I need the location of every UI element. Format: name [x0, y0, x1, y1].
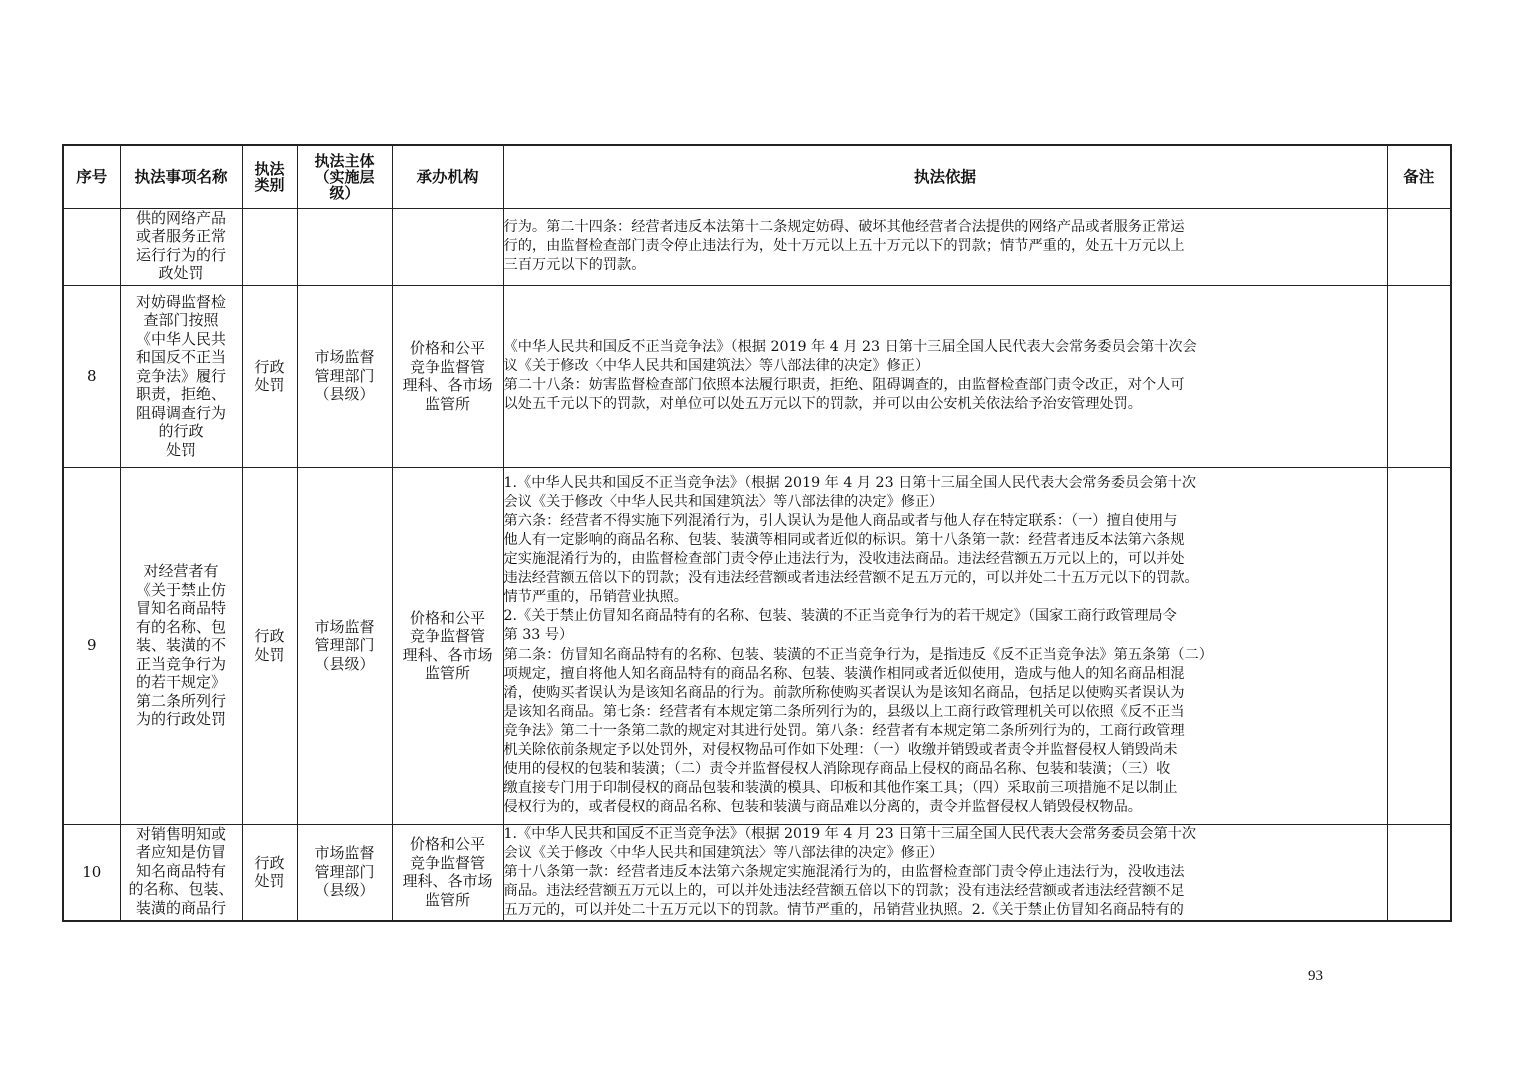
row-agency-line: 监管所 [424, 664, 470, 682]
table-row [63, 467, 1451, 824]
row-subject [297, 824, 392, 921]
row-agency [392, 285, 503, 467]
row-item-name-line: 和国反不正当 [135, 348, 226, 367]
row-basis-line: 行的，由监督检查部门责令停止违法行为，处十万元以上五十万元以下的罚款；情节严重的，处五十万元以上 [503, 237, 1185, 254]
row-basis-line: 第六条：经营者不得实施下列混淆行为，引人误认为是他人商品或者与他人存在特定联系：（一）擅自使用与 [503, 512, 1178, 529]
row-subject-line: 管理部门 [314, 862, 375, 881]
row-basis-line: 使用的侵权的包装和装潢；（二）责令并监督侵权人消除现存商品上侵权的商品名称、包装和装潢；（三）收 [503, 761, 1171, 778]
row-basis-line: 第 33 号） [503, 627, 574, 644]
row-item-name-line: 冒知名商品特 [135, 599, 226, 618]
row-remarks [1387, 285, 1451, 467]
row-item-name-line: 职责，拒绝、 [135, 385, 226, 404]
row-item-name-line: 对经营者有 [143, 562, 219, 581]
row-item-name-line: 者应知是仿冒 [135, 843, 226, 861]
row-basis-line: 第十八条第一款：经营者违反本法第六条规定实施混淆行为的，由监督检查部门责令停止违法行为，没收违法 [503, 863, 1185, 880]
row-item-name-line: 知名商品特有 [135, 861, 226, 880]
row-basis-line: 行为。第二十四条：经营者违反本法第十二条规定妨碍、破坏其他经营者合法提供的网络产品或者服务正常运 [503, 218, 1185, 235]
row-item-name-line: 阻碍调查行为 [135, 403, 226, 422]
row-item-name-line: 对销售明知或 [135, 824, 226, 843]
row-item-name-line: 的名称、包装、 [128, 880, 234, 898]
row-agency-line: 监管所 [424, 890, 470, 909]
table-row [63, 208, 1451, 285]
row-basis [503, 285, 1387, 467]
header-remarks: 备注 [1387, 145, 1451, 208]
row-item-name-line: 供的网络产品 [135, 208, 226, 227]
row-basis-line: 以处五千元以下的罚款，对单位可以处五万元以下的罚款，并可以由公安机关依法给予治安管理处罚。 [503, 396, 1142, 413]
row-item-name-line: 装潢的商品行 [135, 898, 226, 917]
row-basis [503, 208, 1387, 285]
row-category [242, 824, 297, 921]
row-agency-line: 价格和公平 [409, 339, 485, 357]
row-item-name-line: 竞争法》履行 [135, 366, 226, 385]
row-agency-line: 竞争监督管 [409, 357, 485, 376]
row-basis-line: 会议《关于修改〈中华人民共和国建筑法〉等八部法律的决定》修正） [503, 844, 944, 861]
table-row [63, 285, 1451, 467]
row-agency-line: 价格和公平 [409, 608, 485, 627]
row-category-line: 处罚 [254, 872, 285, 891]
row-basis-line: 他人有一定影响的商品名称、包装、装潢等相同或者近似的标识。第十八条第一款：经营者违反本法第六条规 [503, 531, 1185, 548]
header-item-name: 执法事项名称 [120, 145, 242, 208]
row-seq: 10 [63, 824, 120, 921]
row-item-name-line: 为的行政处罚 [135, 710, 226, 729]
row-basis-line: 违法经营额五倍以下的罚款；没有违法经营额或者违法经营额不足五万元的，可以并处二十五万元以下的罚款。 [503, 570, 1199, 587]
page-number: 93 [1308, 968, 1323, 984]
row-agency-line: 竞争监督管 [409, 627, 485, 645]
row-seq: 9 [63, 467, 120, 824]
row-basis-line: 淆，使购买者误认为是该知名商品的行为。前款所称使购买者误认为是该知名商品，包括足以使购买者误认为 [503, 684, 1185, 701]
row-category-line: 处罚 [254, 645, 285, 664]
row-category-line: 行政 [254, 627, 285, 645]
row-basis-line: 缴直接专门用于印制侵权的商品包装和装潢的模具、印板和其他作案工具；（四）采取前三项措施不足以制止 [503, 780, 1178, 797]
row-category-line: 处罚 [254, 376, 285, 394]
row-item-name-line: 的行政 [158, 422, 204, 441]
row-category [242, 208, 297, 285]
table-row [63, 824, 1451, 921]
row-basis [503, 824, 1387, 921]
row-basis-line: 三百万元以下的罚款。 [503, 257, 646, 274]
header-subject: 执法主体（实施层级） [297, 145, 392, 208]
row-remarks [1387, 467, 1451, 824]
row-basis-line: 项规定，擅自将他人知名商品特有的商品名称、包装、装潢作相同或者近似使用，造成与他人的知名商品相混 [503, 665, 1185, 682]
row-basis-line: 是该知名商品。第七条：经营者有本规定第二条所列行为的，县级以上工商行政管理机关可以依照《反不正当 [503, 703, 1185, 720]
row-subject-line: 管理部门 [314, 366, 375, 385]
row-remarks [1387, 824, 1451, 921]
row-item-name [120, 824, 242, 921]
row-agency-line: 价格和公平 [409, 835, 485, 854]
row-category [242, 285, 297, 467]
row-subject-line: 市场监督 [314, 844, 375, 863]
row-item-name-line: 《中华人民共 [135, 329, 226, 348]
row-agency-line: 监管所 [424, 394, 470, 413]
row-subject-line: 管理部门 [314, 636, 375, 655]
row-item-name-line: 政处罚 [158, 264, 204, 282]
row-item-name-line: 处罚 [165, 440, 196, 459]
row-agency [392, 208, 503, 285]
row-subject-line: （县级） [314, 654, 375, 673]
row-basis-line: 机关除依前条规定予以处罚外，对侵权物品可作如下处理：（一）收缴并销毁或者责令并监督侵权人销毁尚未 [503, 741, 1178, 758]
row-basis-line: 2.《关于禁止仿冒知名商品特有的名称、包装、装潢的不正当竞争行为的若干规定》（国家工商行政管理局令 [503, 608, 1177, 625]
row-basis-line: 商品。违法经营额五万元以上的，可以并处违法经营额五倍以下的罚款；没有违法经营额或者违法经营额不足 [503, 882, 1185, 899]
row-basis-line: 侵权行为的，或者侵权的商品名称、包装和装潢与商品难以分离的，责令并监督侵权人销毁侵权物品。 [503, 799, 1142, 816]
row-subject [297, 285, 392, 467]
header-row [63, 145, 1451, 208]
row-item-name-line: 运行行为的行 [135, 245, 226, 264]
row-basis-line: 定实施混淆行为的，由监督检查部门责令停止违法行为，没收违法商品。违法经营额五万元以上的，可以并处 [503, 551, 1185, 568]
row-basis-line: 会议《关于修改〈中华人民共和国建筑法〉等八部法律的决定》修正） [503, 493, 944, 510]
row-subject [297, 467, 392, 824]
row-seq [63, 208, 120, 285]
row-subject-line: 市场监督 [314, 348, 375, 367]
row-item-name [120, 467, 242, 824]
row-agency-line: 理科、各市场 [402, 376, 493, 394]
row-item-name-line: 查部门按照 [143, 311, 219, 330]
row-subject-line: （县级） [314, 881, 375, 900]
row-item-name-line: 《关于禁止仿 [135, 580, 226, 599]
row-basis-line: 五万元的，可以并处二十五万元以下的罚款。情节严重的，吊销营业执照。2.《关于禁止仿冒知名商品特有的 [503, 901, 1184, 918]
row-agency [392, 467, 503, 824]
header-category: 执法类别 [242, 145, 297, 208]
row-basis-line: 竞争法》第二十一条第二款的规定对其进行处罚。第八条：经营者有本规定第二条所列行为的，工商行政管理 [503, 722, 1185, 739]
row-item-name-line: 对妨碍监督检 [135, 292, 226, 311]
row-item-name-line: 或者服务正常 [135, 227, 226, 245]
row-basis-line: 第二十八条：妨害监督检查部门依照本法履行职责，拒绝、阻碍调查的，由监督检查部门责令改正，对个人可 [503, 377, 1185, 393]
row-remarks [1387, 208, 1451, 285]
row-category-line: 行政 [254, 853, 285, 872]
row-agency [392, 824, 503, 921]
row-basis-line: 议《关于修改〈中华人民共和国建筑法〉等八部法律的决定》修正） [503, 357, 930, 374]
row-basis-line: 1.《中华人民共和国反不正当竞争法》（根据 2019 年 4 月 23 日第十三届全国人民代表大会常务委员会第十次 [503, 474, 1197, 491]
row-category-line: 行政 [254, 357, 285, 376]
row-subject [297, 208, 392, 285]
row-agency-line: 竞争监督管 [409, 853, 485, 872]
row-agency-line: 理科、各市场 [402, 645, 493, 664]
row-basis-line: 第二条：仿冒知名商品特有的名称、包装、装潢的不正当竞争行为，是指违反《反不正当竞争法》第五条第（二） [503, 646, 1213, 663]
row-item-name-line: 正当竞争行为 [135, 654, 226, 673]
row-item-name [120, 285, 242, 467]
row-subject-line: （县级） [314, 385, 375, 404]
row-item-name-line: 第二条所列行 [135, 691, 226, 710]
row-category [242, 467, 297, 824]
row-item-name-line: 有的名称、包 [135, 617, 226, 636]
row-item-name [120, 208, 242, 285]
row-agency-line: 理科、各市场 [402, 872, 493, 891]
row-item-name-line: 的若干规定》 [135, 673, 226, 692]
row-basis-line: 《中华人民共和国反不正当竞争法》（根据 2019 年 4 月 23 日第十三届全国人民代表大会常务委员会第十次会 [503, 338, 1197, 355]
row-basis-line: 1.《中华人民共和国反不正当竞争法》（根据 2019 年 4 月 23 日第十三届全国人民代表大会常务委员会第十次 [503, 825, 1197, 842]
row-basis [503, 467, 1387, 824]
header-basis: 执法依据 [503, 145, 1387, 208]
row-basis-line: 情节严重的，吊销营业执照。 [503, 589, 688, 606]
header-seq: 序号 [63, 145, 120, 208]
enforcement-table [62, 144, 1452, 922]
row-item-name-line: 装、装潢的不 [135, 636, 226, 655]
row-subject-line: 市场监督 [314, 617, 375, 636]
row-seq: 8 [63, 285, 120, 467]
header-agency: 承办机构 [392, 145, 503, 208]
